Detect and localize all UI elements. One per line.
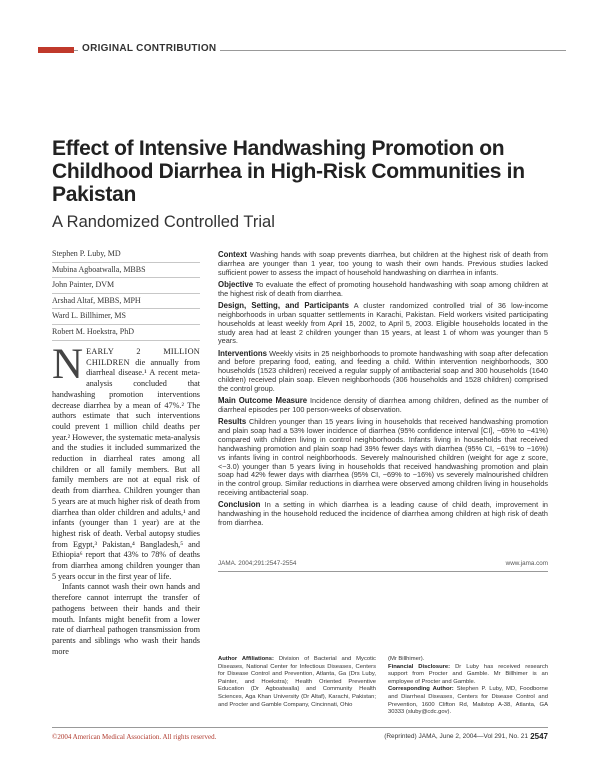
section-header	[38, 43, 566, 59]
abstract-heading: Design, Setting, and Participants	[218, 301, 349, 310]
paragraph-text: die annually from diarrheal disease.¹ A recent meta-analysis concluded that handwashing promotion interventions decrease diarrhea by a mean of 47%.² The authors estimate that such interventions could prevent 1 million child deaths per year.² However, the systematic meta-analysis and the studies it included summarized the reduction in diarrheal rates among all children or all family members. But all family members are not at equal risk of death from diarrhea. Children younger than 5 years are at much higher risk of death from diarrhea than older children and adults,¹ and infants (younger than 1 year) are at the highest risk of death. Verbal autopsy studies from Egypt,³ Pakistan,⁴ Bangladesh,⁵ and Ethiopia⁶ report that 43% to 78% of deaths from diarrhea among children younger than 5 years occur in the first year of life.	[52, 357, 200, 581]
issue-info: (Reprinted) JAMA, June 2, 2004—Vol 291, No. 21	[384, 733, 528, 740]
citation-rule	[218, 571, 548, 572]
paragraph-text: Infants cannot wash their own hands and therefore cannot interrupt the transfer of pathogens between their hands and their mouth. Infants might benefit from a lower rate of diarrheal pathogen transmission from parents and siblings who wash their hands more	[52, 582, 200, 656]
abstract	[218, 251, 548, 531]
journal-url[interactable]: www.jama.com	[505, 560, 548, 567]
footer-rule	[52, 727, 548, 728]
body-text	[52, 341, 200, 657]
abstract-text: Washing hands with soap prevents diarrhea, but children at the highest risk of death from diarrhea are younger than 1 year, too young to wash their own hands. Previous studies lacked sufficient power to assess the impact of household handwashing on diarrhea in infants.	[218, 250, 548, 277]
article-title: Effect of Intensive Handwashing Promotion on Childhood Diarrhea in High-Risk Communities in Pakistan	[52, 137, 525, 206]
abstract-heading: Conclusion	[218, 500, 261, 510]
citation-ref: JAMA. 2004;291:2547-2554	[218, 560, 297, 567]
author: Mubina Agboatwalla, MBBS	[52, 263, 200, 279]
corresponding-author	[388, 686, 548, 716]
header-accent-bar	[38, 47, 74, 53]
disclosure-heading: Financial Disclosure:	[388, 663, 451, 670]
abstract-text: Incidence density of diarrhea among children, defined as the number of diarrheal episodes per 100 person-weeks of observation.	[218, 396, 549, 415]
author: John Painter, DVM	[52, 278, 200, 294]
lead-in: EARLY 2 MILLION CHILDREN	[86, 347, 200, 367]
author-list	[52, 247, 200, 341]
author: Arshad Altaf, MBBS, MPH	[52, 294, 200, 310]
drop-cap: N	[52, 341, 84, 388]
copyright-notice: ©2004 American Medical Association. All rights reserved.	[52, 733, 217, 741]
abstract-text: In a setting in which diarrhea is a leading cause of child death, improvement in handwashing in the household reduced the incidence of diarrhea among children at high risk of death from diarrhea.	[218, 500, 548, 527]
disclosure-text: Dr Luby has received research support from Procter and Gamble. Mr Billhimer is an employee of Procter and Gamble.	[388, 663, 549, 685]
abstract-results	[218, 418, 548, 498]
abstract-heading: Objective	[218, 279, 254, 289]
abstract-interventions	[218, 350, 548, 394]
abstract-outcome	[218, 397, 548, 415]
abstract-design	[218, 302, 548, 346]
financial-disclosure	[388, 664, 548, 687]
corresponding-heading: Corresponding Author:	[388, 686, 454, 693]
abstract-objective	[218, 281, 548, 299]
author: Robert M. Hoekstra, PhD	[52, 325, 200, 341]
section-label: ORIGINAL CONTRIBUTION	[78, 43, 220, 54]
article-subtitle: A Randomized Controlled Trial	[52, 213, 275, 231]
abstract-heading: Results	[218, 417, 247, 427]
author: Stephen P. Luby, MD	[52, 247, 200, 263]
abstract-context	[218, 251, 548, 278]
abstract-text: To evaluate the effect of promoting household handwashing with soap among children at the highest risk of death from diarrhea.	[218, 279, 548, 298]
affiliations-column-right	[388, 656, 548, 717]
abstract-heading: Main Outcome Measure	[218, 396, 308, 406]
abstract-heading: Context	[218, 250, 248, 259]
affiliation-text: Division of Bacterial and Mycotic Diseases, National Center for Infectious Diseases, Centers for Disease Control and Prevention, Atlanta, Ga (Drs Luby, Painter, and Hoekstra); Health Oriented Preventive Education (Dr Agboatwalla) and Community Health Sciences, Aga Khan University (Dr Altaf), Karachi, Pakistan; and Procter and Gamble Company, Cincinnati, Ohio	[218, 656, 376, 708]
corresponding-text: Stephen P. Luby, MD, Foodborne and Diarrheal Diseases, Centers for Disease Control and Prevention, 1600 Clifton Rd, Mailstop A-38, Atlanta, GA 30333 (sluby@cdc.gov).	[388, 686, 548, 716]
abstract-text: Weekly visits in 25 neighborhoods to promote handwashing with soap after defecation and before preparing food, eating, and feeding a child. Within intervention neighborhoods, 300 households (1523 children) received a regular supply of antibacterial soap and 300 households (1640 children) received plain soap. Eleven neighborhoods (306 households and 1528 children) comprised the control group.	[218, 348, 548, 393]
abstract-text: A cluster randomized controlled trial of 36 low-income neighborhoods in urban squatter settlements in Karachi, Pakistan. Field workers visited participating households at least weekly from April 15, 2002, to April 5, 2003. Eligible households located in the study area had at least 2 children younger than 15 years, at least 1 of whom was younger than 5 years.	[218, 301, 548, 346]
body-paragraph	[52, 582, 200, 657]
abstract-heading: Interventions	[218, 348, 267, 358]
affiliations-column-left	[218, 656, 376, 709]
author: Ward L. Billhimer, MS	[52, 309, 200, 325]
abstract-text: Children younger than 15 years living in households that received handwashing promotion and plain soap had a 53% lower incidence of diarrhea (95% confidence interval [CI], −65% to −41%) compared with children living in control neighborhoods. Infants living in households that received handwashing promotion and plain soap had 39% fewer days with diarrhea (95% CI, −61% to −16%) vs infants living in control neighborhoods. Severely malnourished children (weight for age z score, <−3.0) younger than 5 years living in households that received handwashing promotion and plain soap had 42% fewer days with diarrhea (95% CI, −69% to −16%) vs severely malnourished children in the control group. Similar reductions in diarrhea were observed among children living in households receiving antibacterial soap.	[218, 417, 549, 498]
page-number: 2547	[530, 732, 548, 741]
citation-line	[218, 560, 548, 567]
body-paragraph	[52, 341, 200, 582]
affiliation-continued: (Mr Billhimer).	[388, 656, 425, 662]
page-footer	[52, 731, 548, 745]
abstract-conclusion	[218, 501, 548, 528]
affiliation-heading: Author Affiliations:	[218, 656, 274, 662]
